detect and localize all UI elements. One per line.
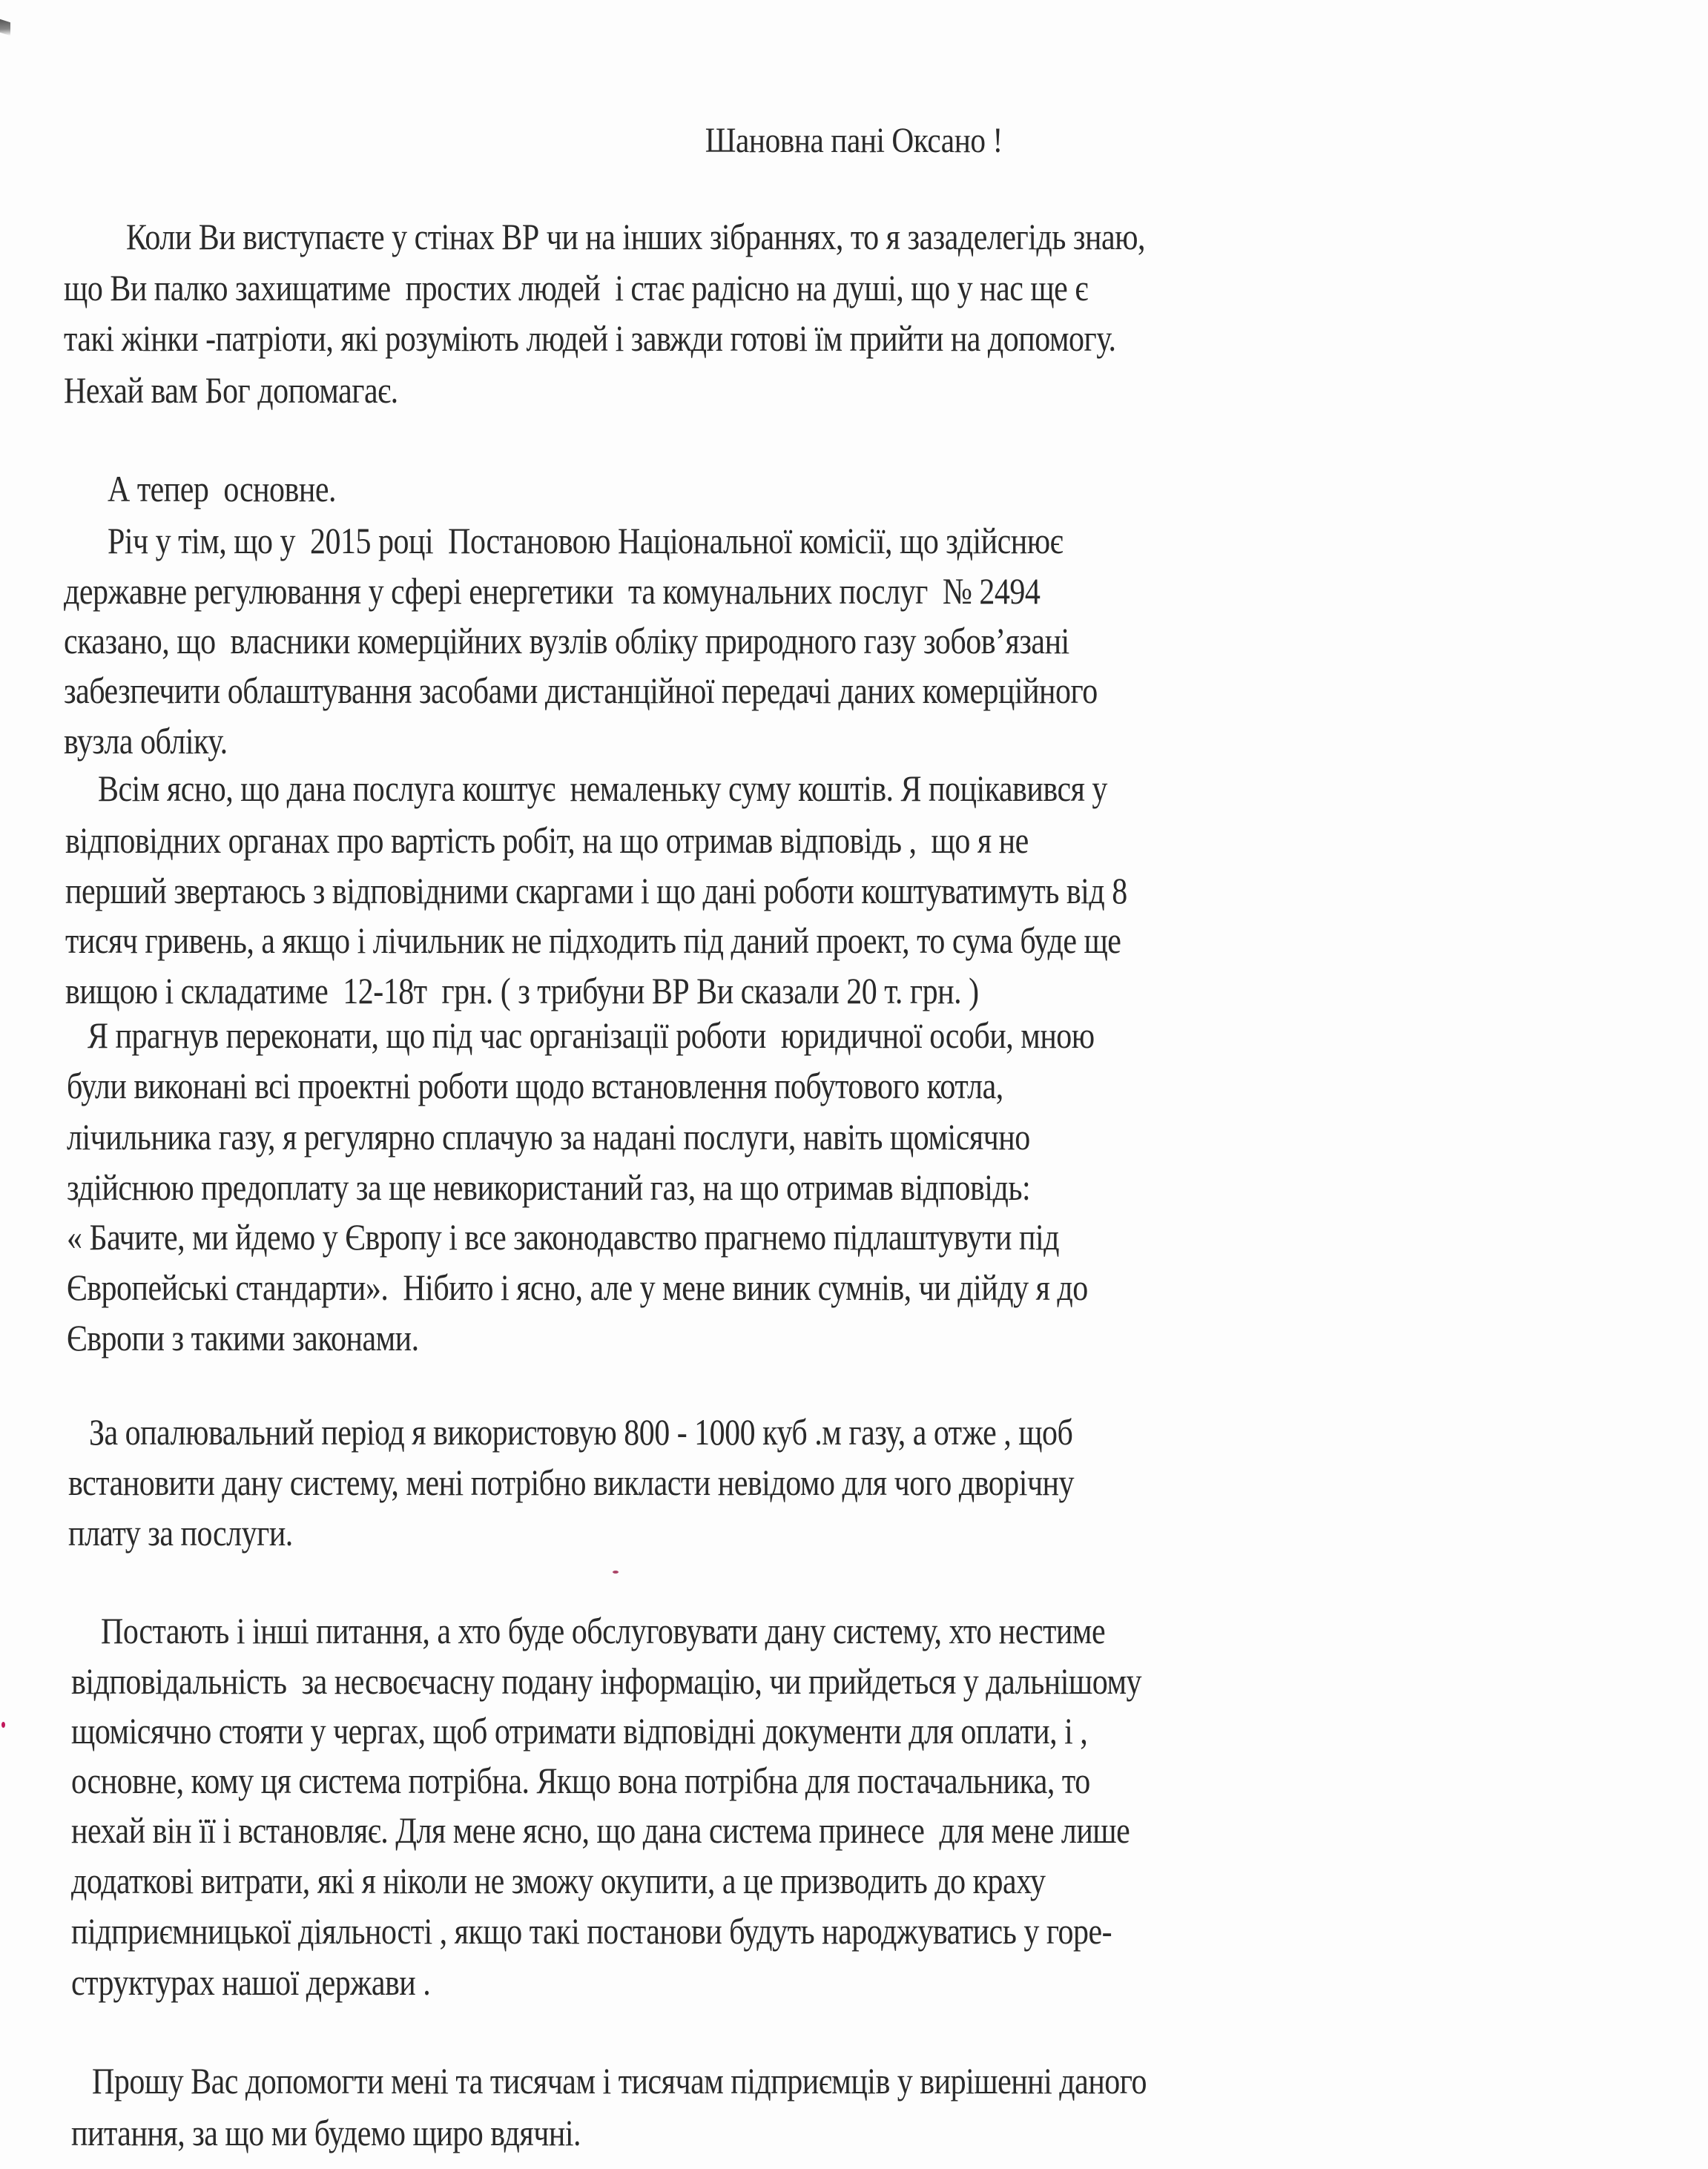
paragraph-4-line-1: Я прагнув переконати, що під час організації роботи юридичної особи, мною [88,1014,1095,1056]
paragraph-3-line-4: тисяч гривень, а якщо і лічильник не підходить під даний проект, то сума буде ще [65,920,1121,961]
paragraph-5-line-3: плату за послуги. [68,1512,293,1554]
paragraph-5-line-1: За опалювальний період я використовую 800 - 1000 куб .м газу, а отже , щоб [89,1411,1073,1453]
paragraph-4-line-5: « Бачите, ми йдемо у Європу і все законодавство прагнемо підлаштувути під [67,1216,1060,1258]
paragraph-3-line-1: Всім ясно, що дана послуга коштує немаленьку суму коштів. Я поцікавився у [98,767,1107,809]
paragraph-2-line-1: А тепер основне. [108,468,336,509]
paragraph-6-line-7: підприємницької діяльності , якщо такі постанови будуть народжуватись у горе- [71,1910,1112,1952]
paragraph-4-line-6: Європейські стандарти». Нібито і ясно, але у мене виник сумнів, чи дійду я до [67,1267,1088,1308]
paragraph-6-line-6: додаткові витрати, які я ніколи не зможу окупити, а це призводить до краху [71,1860,1046,1901]
paragraph-4-line-7: Європи з такими законами. [67,1317,419,1358]
paragraph-6-line-1: Постають і інші питання, а хто буде обслуговувати дану систему, хто нестиме [101,1610,1106,1651]
paragraph-6-line-5: нехай він її і встановляє. Для мене ясно, що дана система принесе для мене лише [71,1809,1130,1851]
paragraph-1-line-1: Коли Ви виступаєте у стінах ВР чи на інших зібраннях, то я зазаделегідь знаю, [126,216,1145,257]
paragraph-2-line-4: сказано, що власники комерційних вузлів обліку природного газу зобов’язані [64,620,1069,661]
paragraph-2-line-6: вузла обліку. [64,720,228,762]
paragraph-6-line-4: основне, кому ця система потрібна. Якщо вона потрібна для постачальника, то [71,1760,1090,1801]
letter-salutation: Шановна пані Оксано ! [705,121,1003,160]
stray-ink-speck [613,1571,619,1574]
paragraph-3-line-5: вищою і складатиме 12-18т грн. ( з трибуни ВР Ви сказали 20 т. грн. ) [65,970,979,1011]
paragraph-3-line-2: відповідних органах про вартість робіт, на що отримав відповідь , що я не [65,819,1029,861]
paragraph-1-line-4: Нехай вам Бог допомагає. [64,369,398,411]
paragraph-2-line-2: Річ у тім, що у 2015 році Постановою Національної комісії, що здійснює [108,520,1064,561]
paragraph-6-line-3: щомісячно стояти у чергах, щоб отримати відповідні документи для оплати, і , [71,1710,1088,1752]
paragraph-6-line-2: відповідальність за несвоєчасну подану інформацію, чи прийдеться у дальнішому [71,1660,1142,1702]
stray-red-mark [1,1722,5,1728]
paragraph-1-line-2: що Ви палко захищатиме простих людей і стає радісно на душі, що у нас ще є [64,267,1088,308]
paragraph-2-line-5: забезпечити облаштування засобами дистанційної передачі даних комерційного [64,670,1098,711]
paragraph-4-line-2: були виконані всі проектні роботи щодо встановлення побутового котла, [67,1065,1003,1106]
paragraph-6-line-8: структурах нашої держави . [71,1961,431,2003]
paragraph-4-line-4: здійснюю предоплату за ще невикористаний газ, на що отримав відповідь: [67,1166,1031,1208]
paragraph-3-line-3: перший звертаюсь з відповідними скаргами і що дані роботи коштуватимуть від 8 [65,870,1127,911]
paragraph-2-line-3: державне регулювання у сфері енергетики та комунальних послуг № 2494 [64,570,1041,612]
paragraph-4-line-3: лічильника газу, я регулярно сплачую за надані послуги, навіть щомісячно [67,1116,1030,1158]
paragraph-7-line-2: питання, за що ми будемо щиро вдячні. [71,2112,581,2153]
paragraph-7-line-1: Прошу Вас допомогти мені та тисячам і тисячам підприємців у вирішенні даного [92,2060,1147,2102]
paragraph-1-line-3: такі жінки -патріоти, які розуміють людей і завжди готові їм прийти на допомогу. [64,317,1116,359]
paragraph-5-line-2: встановити дану систему, мені потрібно викласти невідомо для чого дворічну [68,1462,1075,1503]
scan-edge-mark [0,19,10,36]
